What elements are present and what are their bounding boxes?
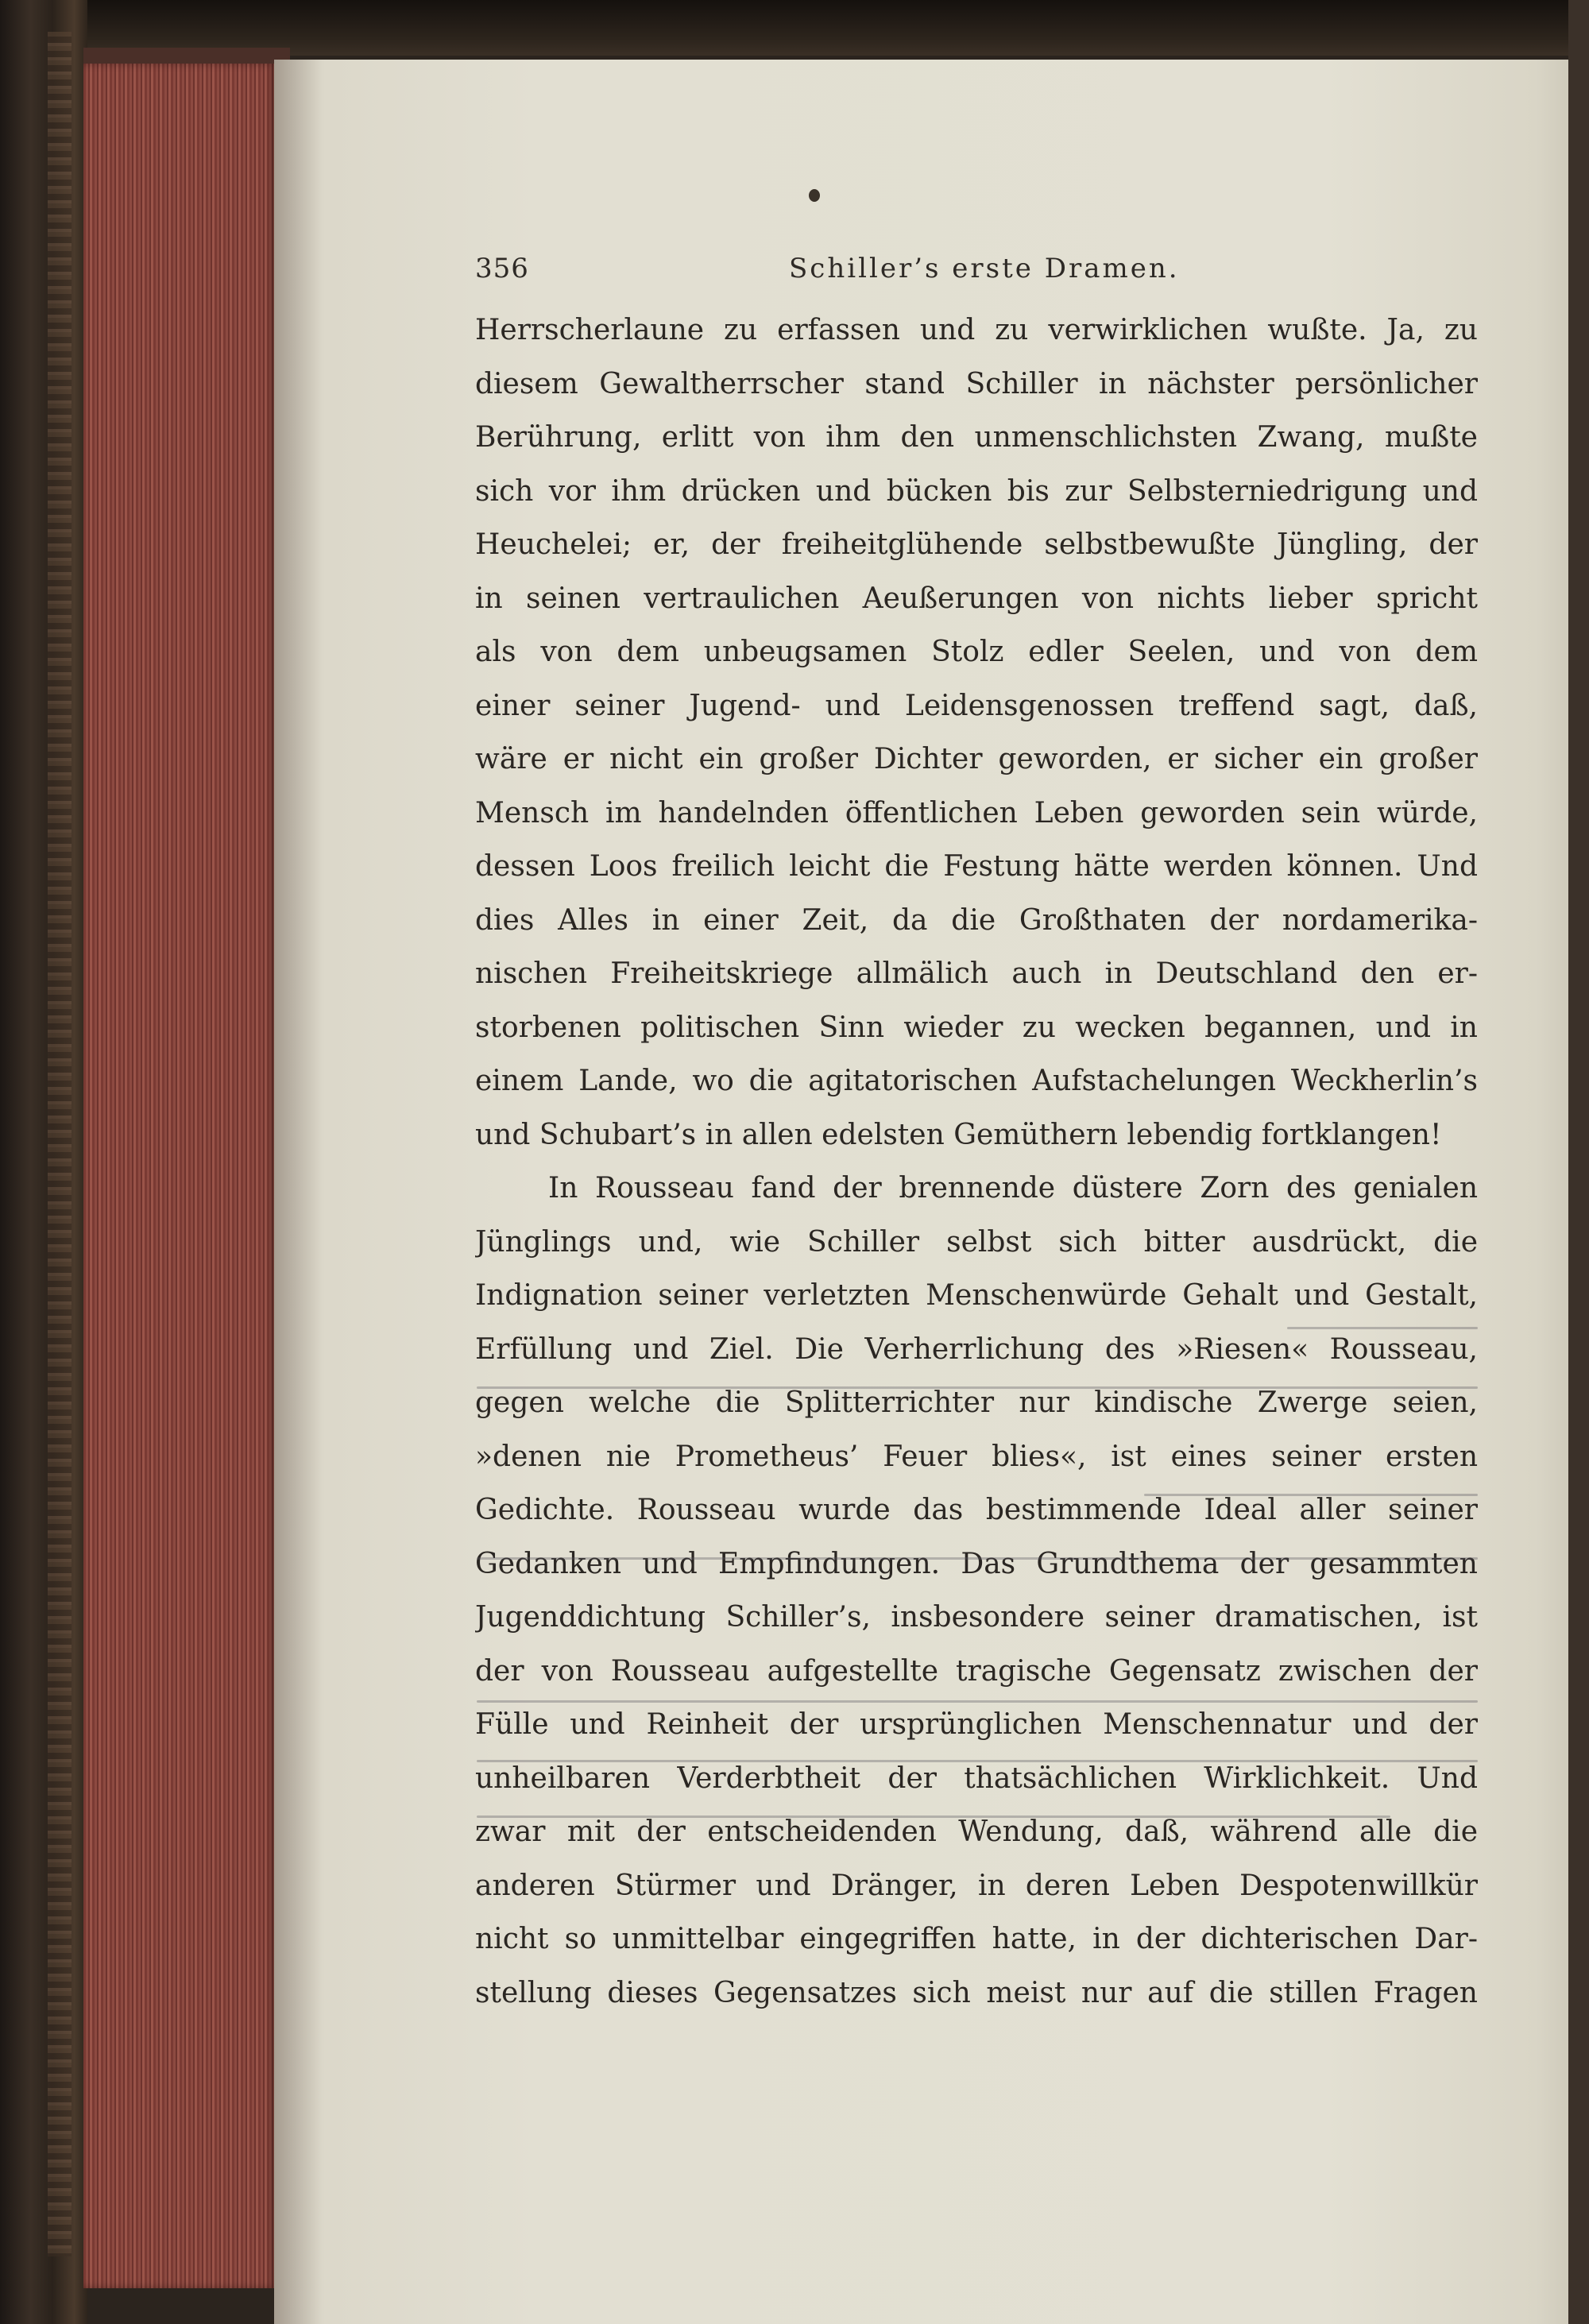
text-line: Herrscherlaune zu erfassen und zu verwirklichen wußte. Ja, zu [475, 314, 1478, 346]
text-line: Berührung, erlitt von ihm den unmenschlichsten Zwang, mußte [475, 421, 1478, 454]
paragraph-start-line: In Rousseau fand der brennende düstere Zorn des genialen [548, 1172, 1478, 1205]
pencil-underline [477, 1700, 1478, 1703]
text-line: Gedichte. Rousseau wurde das bestimmende Ideal aller seiner [475, 1494, 1478, 1526]
text-line: gegen welche die Splitterrichter nur kindische Zwerge seien, [475, 1386, 1478, 1419]
text-line: in seinen vertraulichen Aeußerungen von nichts lieber spricht [475, 582, 1478, 615]
text-line: Fülle und Reinheit der ursprünglichen Menschennatur und der [475, 1708, 1478, 1741]
gutter-shadow [274, 60, 322, 2324]
text-line: Gedanken und Empfindungen. Das Grundthema der gesammten [475, 1547, 1478, 1580]
page-edges-stack [83, 64, 278, 2288]
text-line: diesem Gewaltherrscher stand Schiller in nächster persönlicher [475, 367, 1478, 400]
text-line: sich vor ihm drücken und bücken bis zur Selbsterniedrigung und [475, 474, 1478, 508]
text-line: Jünglings und, wie Schiller selbst sich bitter ausdrückt, die [475, 1225, 1478, 1259]
text-line: Indignation seiner verletzten Menschenwürde Gehalt und Gestalt, [475, 1279, 1478, 1312]
pencil-underline [477, 1557, 1478, 1560]
text-line: storbenen politischen Sinn wieder zu wecken begannen, und in [475, 1011, 1478, 1044]
ink-spot [809, 189, 820, 202]
body-text [475, 304, 1478, 2020]
text-line: Erfüllung und Ziel. Die Verherrlichung des »Riesen« Rousseau, [475, 1332, 1478, 1366]
text-line: dies Alles in einer Zeit, da die Großthaten der nordamerika- [475, 903, 1478, 937]
text-line: Mensch im handelnden öffentlichen Leben geworden sein würde, [475, 796, 1478, 829]
text-line: der von Rousseau aufgestellte tragische Gegensatz zwischen der [475, 1654, 1478, 1688]
text-line: dessen Loos freilich leicht die Festung hätte werden können. Und [475, 850, 1478, 883]
pencil-underline [1144, 1494, 1478, 1496]
text-line: wäre er nicht ein großer Dichter geworden, er sicher ein großer [475, 743, 1478, 775]
text-line: als von dem unbeugsamen Stolz edler Seelen, und von dem [475, 636, 1478, 668]
pencil-underline [477, 1760, 1478, 1762]
text-line: nischen Freiheitskriege allmälich auch in Deutschland den er- [475, 957, 1478, 990]
text-line: Jugenddichtung Schiller’s, insbesondere seiner dramatischen, ist [475, 1601, 1478, 1634]
pencil-underline [477, 1816, 1390, 1818]
text-line: zwar mit der entscheidenden Wendung, daß, während alle die [475, 1816, 1478, 1848]
text-line: einer seiner Jugend- und Leidensgenossen treffend sagt, daß, [475, 689, 1478, 722]
text-line: »denen nie Prometheus’ Feuer blies«, ist eines seiner ersten [475, 1440, 1478, 1473]
text-line: anderen Stürmer und Dränger, in deren Leben Despotenwillkür [475, 1869, 1478, 1902]
running-head [475, 253, 1476, 294]
pencil-underline [1287, 1327, 1478, 1329]
right-dark-strip [1568, 0, 1589, 2324]
running-title: Schiller’s erste Dramen. [789, 253, 1180, 284]
text-line: und Schubart’s in allen edelsten Gemüthern lebendig fortklangen! [475, 1118, 1442, 1151]
text-line: unheilbaren Verderbtheit der thatsächlichen Wirklichkeit. Und [475, 1761, 1478, 1795]
book-cover [0, 0, 87, 2324]
text-line: einem Lande, wo die agitatorischen Aufstachelungen Weckherlin’s [475, 1065, 1478, 1097]
cover-texture [48, 32, 72, 2256]
text-line: Heuchelei; er, der freiheitglühende selbstbewußte Jüngling, der [475, 528, 1478, 561]
text-line: stellung dieses Gegensatzes sich meist nur auf die stillen Fragen [475, 1976, 1478, 2009]
text-line: nicht so unmittelbar eingegriffen hatte, in der dichterischen Dar- [475, 1923, 1478, 1955]
pencil-underline [477, 1386, 1478, 1389]
page-number: 356 [475, 253, 529, 284]
